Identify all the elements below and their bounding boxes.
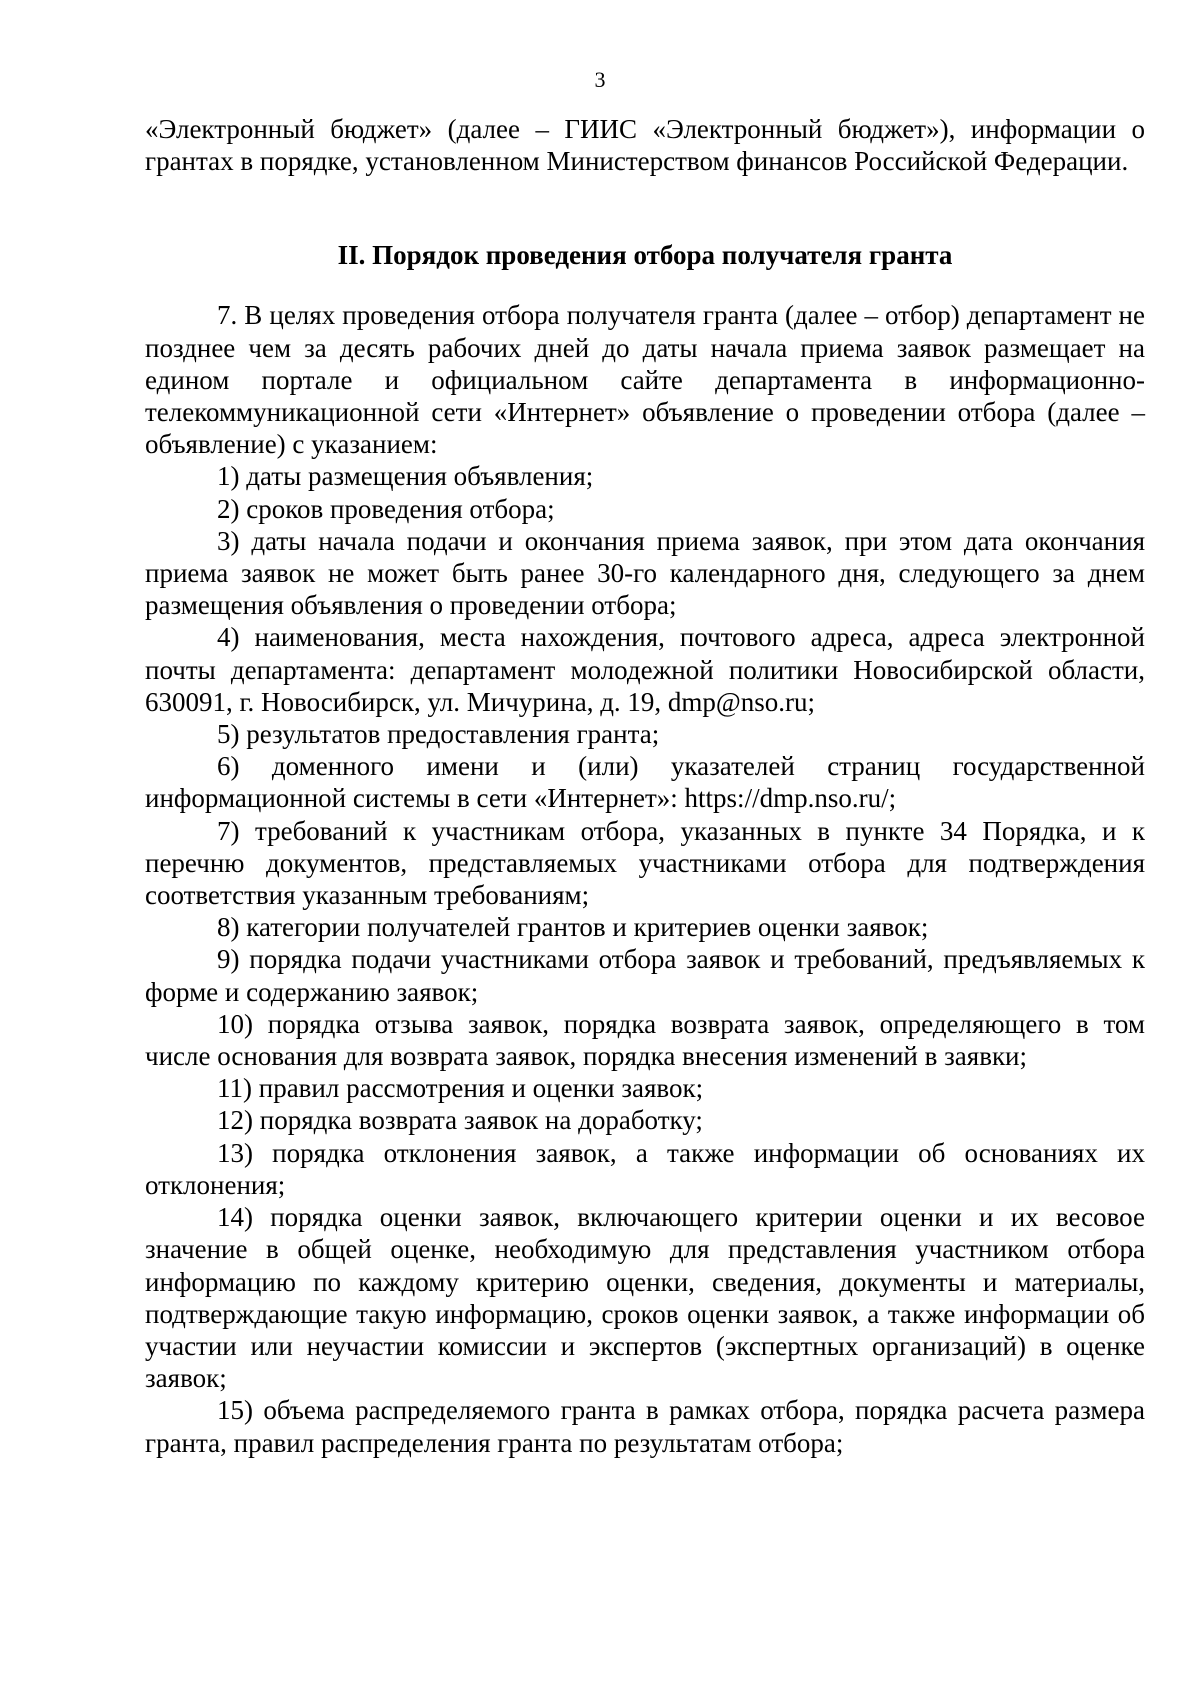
intro-paragraph: «Электронный бюджет» (далее – ГИИС «Электронный бюджет»), информации о грантах в порядке, установленном Министерством финансов Российской Федерации. [145,114,1145,177]
list-item-7: 7) требований к участникам отбора, указанных в пункте 34 Порядка, и к перечню документов, представляемых участниками отбора для подтверждения соответствия указанным требованиям; [145,815,1145,911]
list-item-2: 2) сроков проведения отбора; [217,493,555,524]
list-item-5: 5) результатов предоставления гранта; [217,719,660,750]
list-item-13: 13) порядка отклонения заявок, а также информации об основаниях их отклонения; [145,1137,1145,1200]
list-item-10: 10) порядка отзыва заявок, порядка возврата заявок, определяющего в том числе основания для возврата заявок, порядка внесения изменений в заявки; [145,1008,1145,1072]
page-number: 3 [594,67,606,92]
list-item-4: 4) наименования, места нахождения, почтового адреса, адреса электронной почты департамента: департамент молодежной политики Новосибирской области, 630091, г. Новосибирск, ул. Мичурина, д. 19, dmp@nso.ru; [145,622,1145,717]
document-body [145,113,1145,1459]
section-heading: II. Порядок проведения отбора получателя гранта [337,240,953,271]
list-item-3: 3) даты начала подачи и окончания приема заявок, при этом дата окончания приема заявок не может быть ранее 30-го календарного дня, следующего за днем размещения объявления о проведении отбора; [145,525,1145,621]
list-item-8: 8) категории получателей грантов и критериев оценки заявок; [217,912,929,943]
list-item-14: 14) порядка оценки заявок, включающего критерии оценки и их весовое значение в общей оценке, необходимую для представления участником отбора информацию по каждому критерию оценки, сведения, документы и материалы, подтверждающие такую информацию, сроков оценки заявок, а также информации об участии или неучастии комиссии и экспертов (экспертных организаций) в оценке заявок; [145,1202,1145,1394]
list-item-9: 9) порядка подачи участниками отбора заявок и требований, предъявляемых к форме и содержанию заявок; [145,944,1145,1007]
list-item-11: 11) правил рассмотрения и оценки заявок; [217,1073,704,1104]
list-item-1: 1) даты размещения объявления; [217,461,594,492]
list-item-15: 15) объема распределяемого гранта в рамках отбора, порядка расчета размера гранта, правил распределения гранта по результатам отбора; [145,1395,1145,1458]
list-item-12: 12) порядка возврата заявок на доработку; [217,1105,703,1136]
paragraph-7: 7. В целях проведения отбора получателя гранта (далее – отбор) департамент не позднее чем за десять рабочих дней до даты начала приема заявок размещает на едином портале и официальном сайте департамента в информационно-телекоммуникационной сети «Интернет» объявление о проведении отбора (далее – объявление) с указанием: [145,300,1145,460]
list-item-6: 6) доменного имени и (или) указателей страниц государственной информационной системы в сети «Интернет»: https://dmp.nso.ru/; [145,751,1145,814]
